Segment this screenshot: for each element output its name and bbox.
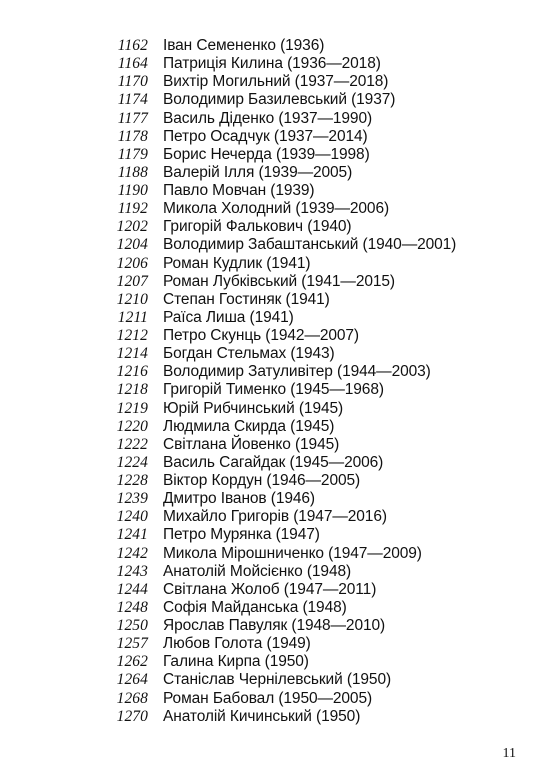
list-item: [104, 146, 524, 164]
list-item: [104, 255, 524, 273]
entry-number: 1190: [117, 182, 148, 199]
list-item: [104, 708, 524, 726]
entry-number: 1211: [117, 308, 148, 326]
entry-name: Анатолій Мойсієнко (1948): [163, 562, 352, 580]
list-item: [104, 472, 524, 490]
entry-number: 1177: [117, 109, 148, 127]
entry-name: Світлана Жолоб (1947—2011): [163, 580, 377, 598]
list-item: [104, 309, 524, 327]
entry-name: Вихтір Могильний (1937—2018): [163, 73, 389, 91]
entry-number: 1244: [116, 580, 148, 598]
list-item: [104, 526, 524, 544]
list-item: [104, 418, 524, 436]
entry-name: Станіслав Чернілевський (1950): [163, 671, 392, 689]
entry-number: 1178: [117, 127, 148, 145]
entry-name: Роман Лубківський (1941—2015): [163, 272, 395, 290]
author-list: [104, 37, 524, 726]
entry-name: Василь Діденко (1937—1990): [163, 109, 373, 127]
entry-number: 1270: [116, 707, 148, 725]
entry-name: Роман Кудлик (1941): [163, 254, 311, 272]
entry-number: 1243: [116, 562, 148, 580]
entry-name: Михайло Григорів (1947—2016): [163, 508, 387, 526]
entry-number: 1219: [116, 399, 148, 417]
entry-number: 1164: [117, 55, 148, 73]
entry-number: 1224: [116, 453, 148, 471]
entry-name: Богдан Стельмах (1943): [163, 345, 335, 363]
list-item: [104, 236, 524, 254]
list-item: [104, 164, 524, 182]
list-item: [104, 454, 524, 472]
entry-number: 1241: [116, 526, 148, 544]
list-item: [104, 581, 524, 599]
list-item: [104, 327, 524, 345]
entry-number: 1210: [116, 290, 148, 308]
entry-number: 1239: [116, 490, 148, 508]
list-item: [104, 291, 524, 309]
entry-number: 1202: [116, 218, 148, 236]
list-item: [104, 563, 524, 581]
list-item: [104, 345, 524, 363]
entry-name: Григорій Фалькович (1940): [163, 218, 352, 236]
list-item: [104, 73, 524, 91]
list-item: [104, 599, 524, 617]
list-item: [104, 490, 524, 508]
entry-number: 1218: [116, 381, 148, 399]
list-item: [104, 200, 524, 218]
list-item: [104, 671, 524, 689]
page-number: 11: [502, 746, 516, 761]
list-item: [104, 508, 524, 526]
entry-number: 1179: [117, 145, 148, 163]
entry-number: 1240: [116, 508, 148, 526]
list-item: [104, 436, 524, 454]
entry-name: Людмила Скирда (1945): [163, 417, 335, 435]
list-item: [104, 690, 524, 708]
entry-number: 1207: [116, 272, 148, 290]
entry-name: Патриція Килина (1936—2018): [163, 55, 381, 73]
entry-name: Анатолій Кичинський (1950): [163, 707, 361, 725]
entry-number: 1204: [116, 236, 148, 254]
entry-number: 1268: [116, 689, 148, 707]
entry-name: Віктор Кордун (1946—2005): [163, 472, 361, 489]
entry-number: 1242: [116, 544, 148, 562]
entry-number: 1222: [116, 435, 148, 453]
entry-number: 1264: [116, 671, 148, 689]
list-item: [104, 363, 524, 381]
entry-number: 1188: [117, 163, 148, 181]
entry-number: 1220: [116, 417, 148, 435]
entry-name: Борис Нечерда (1939—1998): [163, 145, 370, 163]
entry-number: 1216: [116, 363, 148, 381]
entry-name: Світлана Йовенко (1945): [163, 435, 340, 453]
entry-name: Юрій Рибчинський (1945): [163, 399, 344, 417]
list-item: [104, 128, 524, 146]
entry-number: 1262: [116, 653, 148, 671]
entry-number: 1228: [116, 472, 148, 489]
entry-name: Галина Кирпа (1950): [163, 653, 309, 671]
entry-name: Любов Голота (1949): [163, 635, 311, 653]
list-item: [104, 617, 524, 635]
entry-name: Петро Мурянка (1947): [163, 526, 320, 544]
list-item: [104, 381, 524, 399]
list-item: [104, 218, 524, 236]
entry-name: Петро Скунць (1942—2007): [163, 327, 359, 344]
entry-name: Григорій Тименко (1945—1968): [163, 381, 384, 399]
entry-number: 1162: [117, 37, 148, 54]
list-item: [104, 110, 524, 128]
entry-number: 1206: [116, 254, 148, 272]
list-item: [104, 635, 524, 653]
entry-name: Дмитро Іванов (1946): [163, 490, 315, 508]
entry-name: Микола Мірошниченко (1947—2009): [163, 544, 422, 562]
list-item: [104, 273, 524, 291]
entry-number: 1192: [117, 200, 148, 218]
list-item: [104, 55, 524, 73]
entry-name: Степан Гостиняк (1941): [163, 290, 330, 308]
entry-number: 1250: [116, 617, 148, 634]
entry-name: Ярослав Павуляк (1948—2010): [163, 617, 386, 634]
list-item: [104, 91, 524, 109]
entry-name: Раїса Лиша (1941): [163, 308, 294, 326]
entry-name: Василь Сагайдак (1945—2006): [163, 453, 384, 471]
entry-number: 1214: [116, 345, 148, 363]
entry-name: Валерій Ілля (1939—2005): [163, 163, 353, 181]
entry-name: Павло Мовчан (1939): [163, 182, 315, 199]
list-item: [104, 545, 524, 563]
entry-name: Володимир Затуливітер (1944—2003): [163, 363, 431, 381]
entry-name: Микола Холодний (1939—2006): [163, 200, 390, 218]
entry-name: Володимир Базилевський (1937): [163, 91, 396, 109]
entry-number: 1212: [116, 327, 148, 344]
entry-name: Петро Осадчук (1937—2014): [163, 127, 368, 145]
entry-number: 1257: [116, 635, 148, 653]
entry-name: Софія Майданська (1948): [163, 598, 347, 616]
entry-name: Володимир Забаштанський (1940—2001): [163, 236, 457, 254]
entry-number: 1170: [117, 73, 148, 91]
list-item: [104, 37, 524, 55]
list-item: [104, 182, 524, 200]
entry-name: Іван Семененко (1936): [163, 37, 325, 54]
list-item: [104, 653, 524, 671]
list-item: [104, 400, 524, 418]
entry-name: Роман Бабовал (1950—2005): [163, 689, 373, 707]
entry-number: 1248: [116, 598, 148, 616]
entry-number: 1174: [117, 91, 148, 109]
